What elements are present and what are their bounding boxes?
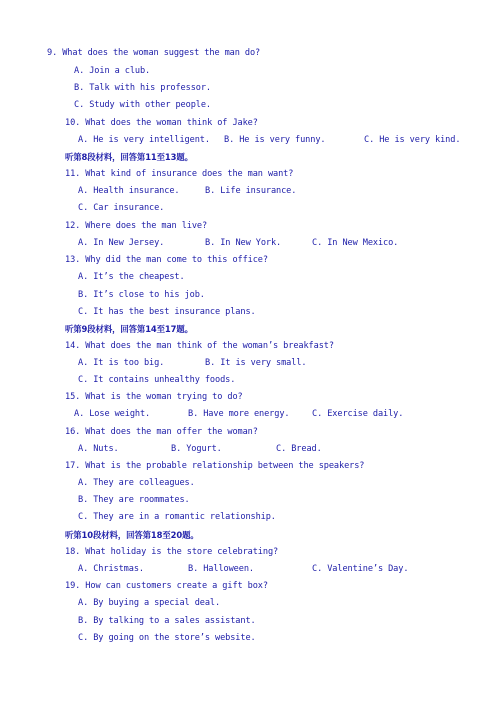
question-13-option-b: B. It’s close to his job. (78, 290, 205, 300)
question-11-option-a: A. Health insurance. (78, 186, 180, 196)
question-12-option-a: A. In New Jersey. (78, 238, 165, 248)
question-10-option-a: A. He is very intelligent. (78, 135, 210, 145)
question-16-option-c: C. Bread. (276, 444, 322, 454)
question-10-stem: 10. What does the woman think of Jake? (65, 118, 258, 128)
question-16-option-b: B. Yogurt. (171, 444, 222, 454)
question-14-stem: 14. What does the man think of the woman’s breakfast? (65, 341, 334, 351)
question-18-option-a: A. Christmas. (78, 564, 144, 574)
section-10-instruction: 听第10段材料，回答第18至20题。 (65, 530, 199, 540)
question-14-option-a: A. It is too big. (78, 358, 165, 368)
section-9-instruction: 听第9段材料，回答第14至17题。 (65, 324, 193, 334)
question-15-option-c: C. Exercise daily. (312, 409, 404, 419)
question-17-stem: 17. What is the probable relationship between the speakers? (65, 461, 365, 471)
section-8-instruction: 听第8段材料，回答第11至13题。 (65, 152, 193, 162)
question-9-option-a: A. Join a club. (74, 66, 151, 76)
question-9-stem: 9. What does the woman suggest the man do? (47, 48, 261, 58)
question-13-option-a: A. It’s the cheapest. (78, 272, 185, 282)
question-18-option-c: C. Valentine’s Day. (312, 564, 409, 574)
question-10-option-c: C. He is very kind. (364, 135, 461, 145)
question-17-option-c: C. They are in a romantic relationship. (78, 512, 276, 522)
question-14-option-c: C. It contains unhealthy foods. (78, 375, 236, 385)
question-11-option-b: B. Life insurance. (205, 186, 297, 196)
question-13-stem: 13. Why did the man come to this office? (65, 255, 268, 265)
question-16-option-a: A. Nuts. (78, 444, 119, 454)
question-19-option-c: C. By going on the store’s website. (78, 633, 256, 643)
question-15-stem: 15. What is the woman trying to do? (65, 392, 243, 402)
question-18-stem: 18. What holiday is the store celebrating? (65, 547, 279, 557)
question-12-option-c: C. In New Mexico. (312, 238, 399, 248)
question-16-stem: 16. What does the man offer the woman? (65, 427, 258, 437)
question-11-option-c: C. Car insurance. (78, 203, 165, 213)
question-19-option-b: B. By talking to a sales assistant. (78, 616, 256, 626)
question-17-option-b: B. They are roommates. (78, 495, 190, 505)
question-15-option-b: B. Have more energy. (188, 409, 290, 419)
question-15-option-a: A. Lose weight. (74, 409, 151, 419)
question-19-option-a: A. By buying a special deal. (78, 598, 221, 608)
question-17-option-a: A. They are colleagues. (78, 478, 195, 488)
question-13-option-c: C. It has the best insurance plans. (78, 307, 256, 317)
question-18-option-b: B. Halloween. (188, 564, 254, 574)
question-10-option-b: B. He is very funny. (224, 135, 326, 145)
question-12-option-b: B. In New York. (205, 238, 282, 248)
question-9-option-b: B. Talk with his professor. (74, 83, 211, 93)
question-11-stem: 11. What kind of insurance does the man want? (65, 169, 294, 179)
question-12-stem: 12. Where does the man live? (65, 221, 208, 231)
question-9-option-c: C. Study with other people. (74, 100, 211, 110)
question-19-stem: 19. How can customers create a gift box? (65, 581, 268, 591)
question-14-option-b: B. It is very small. (205, 358, 307, 368)
